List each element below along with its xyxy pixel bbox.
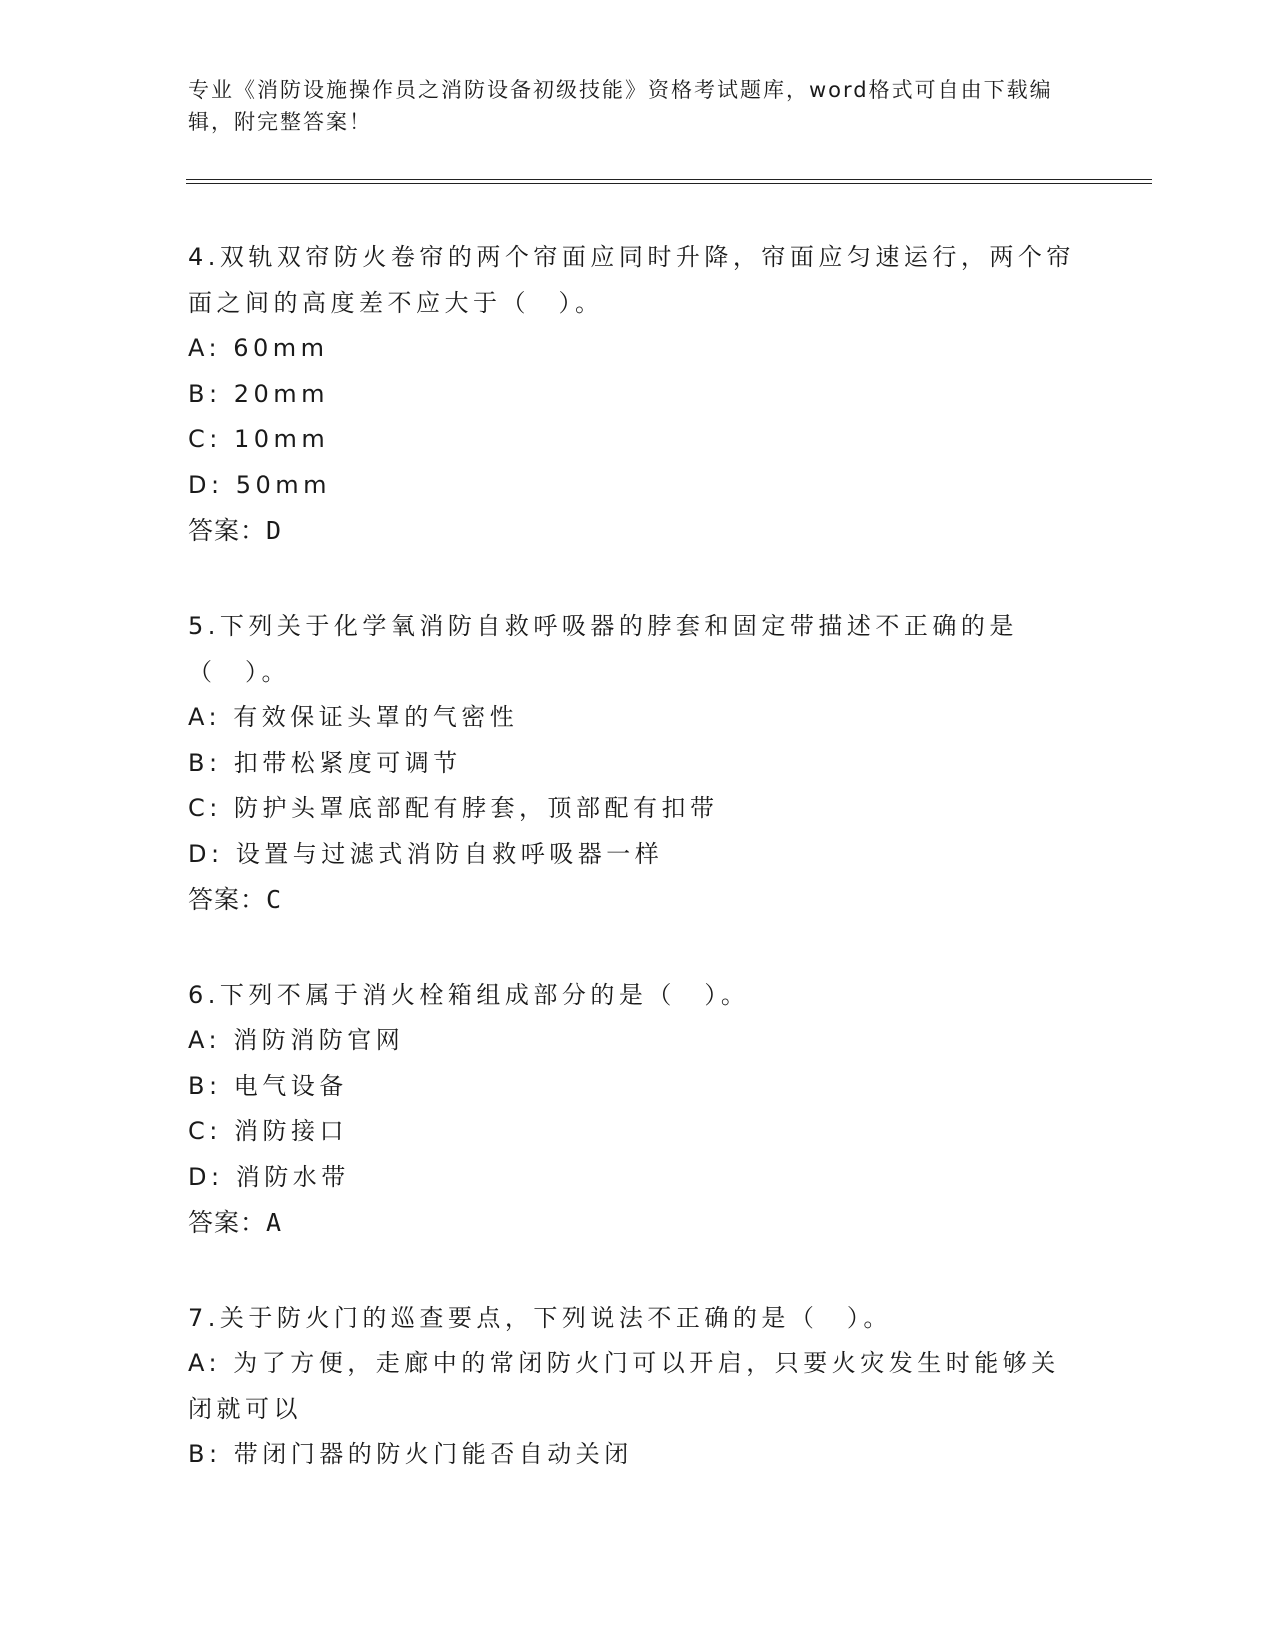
header-intro-text: 专业《消防设施操作员之消防设备初级技能》资格考试题库，word格式可自由下载编辑，附完整答案！ — [188, 78, 1053, 134]
option-text: 带闭门器的防火门能否自动关闭 — [233, 1440, 633, 1468]
option-label: D: — [188, 1162, 224, 1191]
option-a — [188, 1018, 1088, 1064]
header-divider-top — [186, 179, 1152, 180]
option-a — [188, 326, 1088, 372]
option-b — [188, 372, 1088, 418]
option-label: A: — [188, 334, 222, 362]
option-label: D: — [188, 839, 224, 868]
answer-value: D — [266, 516, 283, 545]
answer-line — [188, 1200, 1088, 1246]
option-b — [188, 741, 1088, 787]
option-text: 20mm — [233, 379, 329, 408]
question-6 — [188, 972, 1088, 1246]
question-4 — [188, 234, 1088, 554]
option-d — [188, 832, 1088, 878]
option-text: 60mm — [233, 334, 329, 362]
question-5 — [188, 603, 1088, 923]
option-text: 防护头罩底部配有脖套，顶部配有扣带 — [233, 794, 719, 822]
option-label: C: — [188, 1117, 222, 1145]
option-label: C: — [188, 794, 222, 822]
option-text: 50mm — [235, 470, 332, 499]
option-a — [188, 1341, 1088, 1432]
option-label: B: — [188, 1440, 222, 1468]
question-stem: 5.下列关于化学氧消防自救呼吸器的脖套和固定带描述不正确的是（ ）。 — [188, 612, 1018, 686]
question-stem: 4.双轨双帘防火卷帘的两个帘面应同时升降，帘面应匀速运行，两个帘面之间的高度差不应大于（ ）。 — [188, 243, 1075, 317]
option-d — [188, 463, 1088, 509]
question-list — [188, 234, 1088, 1527]
question-stem: 6.下列不属于消火栓箱组成部分的是（ ）。 — [188, 981, 750, 1009]
document-header — [188, 74, 1068, 138]
option-c — [188, 1109, 1088, 1155]
option-text: 设置与过滤式消防自救呼吸器一样 — [235, 839, 664, 868]
option-label: B: — [188, 379, 222, 408]
option-label: A: — [188, 1349, 222, 1377]
answer-line — [188, 877, 1088, 923]
answer-value: A — [266, 1208, 283, 1237]
option-b — [188, 1432, 1088, 1478]
option-c — [188, 786, 1088, 832]
header-divider-bottom — [186, 183, 1152, 184]
option-text: 有效保证头罩的气密性 — [233, 703, 519, 731]
option-c — [188, 417, 1088, 463]
option-b — [188, 1064, 1088, 1110]
option-text: 扣带松紧度可调节 — [233, 748, 462, 777]
answer-label: 答案： — [188, 516, 267, 545]
option-d — [188, 1155, 1088, 1201]
option-label: A: — [188, 703, 222, 731]
option-text: 10mm — [233, 425, 330, 453]
option-text: 电气设备 — [233, 1071, 348, 1100]
question-7 — [188, 1295, 1088, 1478]
option-label: A: — [188, 1026, 222, 1054]
option-label: D: — [188, 470, 224, 499]
answer-value: C — [266, 885, 283, 914]
answer-line — [188, 508, 1088, 554]
option-text: 为了方便，走廊中的常闭防火门可以开启，只要火灾发生时能够关闭就可以 — [188, 1349, 1060, 1423]
option-label: B: — [188, 748, 222, 777]
option-text: 消防消防官网 — [233, 1026, 405, 1054]
question-stem: 7.关于防火门的巡查要点，下列说法不正确的是（ ）。 — [188, 1304, 892, 1332]
answer-label: 答案： — [188, 1208, 267, 1237]
option-text: 消防水带 — [235, 1162, 350, 1191]
answer-label: 答案： — [188, 885, 267, 914]
option-label: B: — [188, 1071, 222, 1100]
option-label: C: — [188, 425, 222, 453]
option-text: 消防接口 — [233, 1117, 348, 1145]
option-a — [188, 695, 1088, 741]
